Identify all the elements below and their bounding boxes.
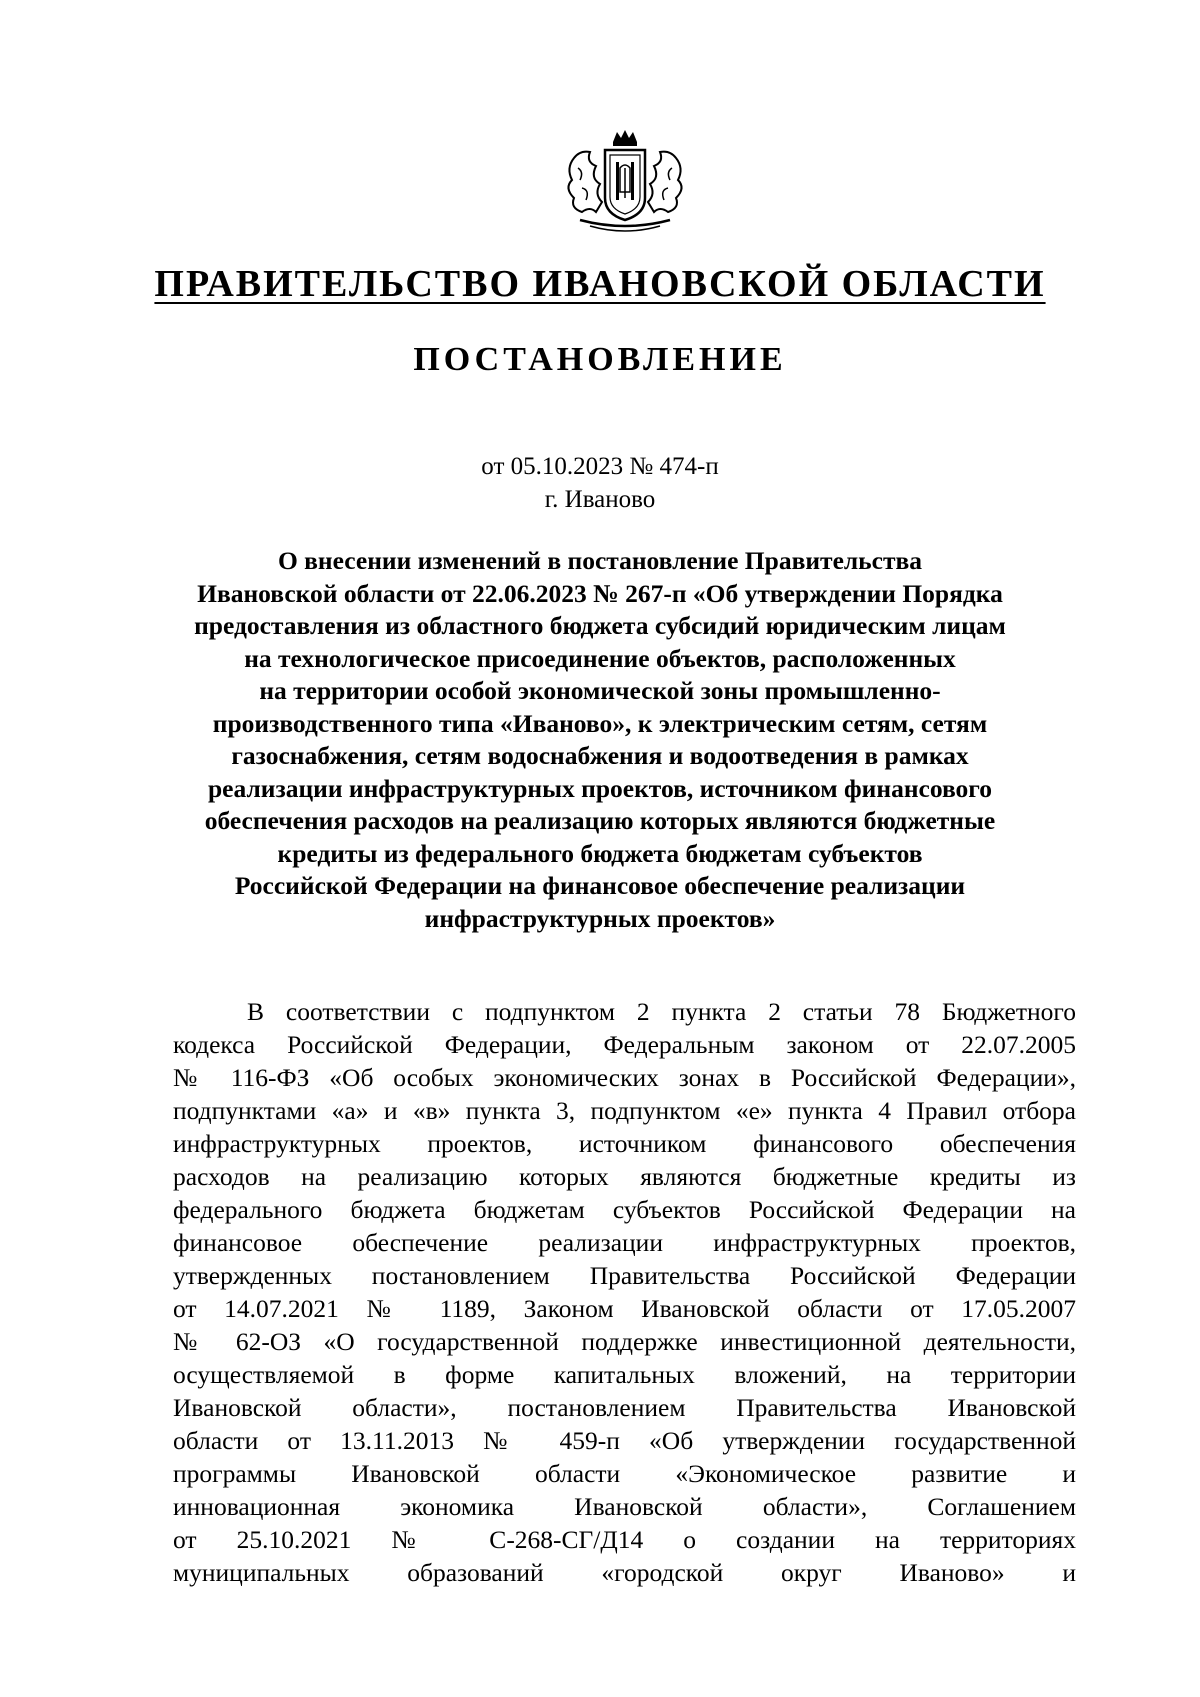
body-line: № 62-ОЗ «О государственной поддержке инвестиционной деятельности, (173, 1327, 1076, 1356)
body-line: от 14.07.2021 № 1189, Законом Ивановской области от 17.05.2007 (173, 1294, 1076, 1323)
title-line: на технологическое присоединение объектов, расположенных (244, 643, 956, 673)
title-line: производственного типа «Иваново», к электрическим сетям, сетям (212, 708, 988, 738)
body-line: программы Ивановской области «Экономическое развитие и (173, 1459, 1076, 1488)
body-line: финансовое обеспечение реализации инфраструктурных проектов, (173, 1228, 1076, 1257)
body-line: от 25.10.2021 № С-268-СГ/Д14 о создании на территориях (173, 1525, 1076, 1554)
title-line: предоставления из областного бюджета субсидий юридическим лицам (194, 611, 1006, 640)
date-number: от 05.10.2023 № 474-п (481, 453, 719, 480)
body-line: подпунктами «а» и «в» пункта 3, подпунктом «е» пункта 4 Правил отбора (173, 1096, 1076, 1125)
body-line: федерального бюджета бюджетам субъектов Российской Федерации на (173, 1195, 1076, 1224)
body-line: № 116-ФЗ «Об особых экономических зонах в Российской Федерации», (173, 1063, 1076, 1092)
title-line: О внесении изменений в постановление Правительства (277, 546, 923, 575)
document-meta (0, 450, 1200, 516)
title-line: Российской Федерации на финансовое обеспечение реализации (234, 871, 966, 900)
body-line: области от 13.11.2013 № 459-п «Об утверждении государственной (173, 1426, 1076, 1455)
body-line: осуществляемой в форме капитальных вложений, на территории (173, 1360, 1076, 1389)
document-title (130, 545, 1070, 935)
body-line: расходов на реализацию которых являются бюджетные кредиты из (173, 1162, 1076, 1191)
body-line: В соответствии с подпунктом 2 пункта 2 статьи 78 Бюджетного (247, 997, 1076, 1026)
document-type: ПОСТАНОВЛЕНИЕ (413, 341, 787, 378)
title-line: Ивановской области от 22.06.2023 № 267-п «Об утверждении Порядка (197, 578, 1003, 608)
body-line: кодекса Российской Федерации, Федеральным законом от 22.07.2005 (173, 1030, 1076, 1059)
body-line: Ивановской области», постановлением Правительства Ивановской (173, 1393, 1076, 1422)
body-line: утвержденных постановлением Правительства Российской Федерации (173, 1261, 1076, 1290)
title-line: реализации инфраструктурных проектов, источником финансового (207, 773, 992, 803)
organization-title: ПРАВИТЕЛЬСТВО ИВАНОВСКОЙ ОБЛАСТИ (154, 263, 1046, 305)
coat-of-arms-icon (560, 128, 690, 236)
title-line: на территории особой экономической зоны промышленно- (259, 676, 941, 705)
body-paragraph (173, 995, 1076, 1589)
city: г. Иваново (544, 486, 656, 513)
title-line: газоснабжения, сетям водоснабжения и водоотведения в рамках (231, 741, 969, 770)
title-line: обеспечения расходов на реализацию которых являются бюджетные (204, 806, 996, 835)
body-line: инфраструктурных проектов, источником финансового обеспечения (173, 1129, 1076, 1158)
title-line: инфраструктурных проектов» (424, 903, 776, 933)
body-line: муниципальных образований «городской округ Иваново» и (173, 1558, 1076, 1587)
title-line: кредиты из федерального бюджета бюджетам субъектов (277, 838, 923, 868)
body-line: инновационная экономика Ивановской области», Соглашением (173, 1492, 1076, 1521)
